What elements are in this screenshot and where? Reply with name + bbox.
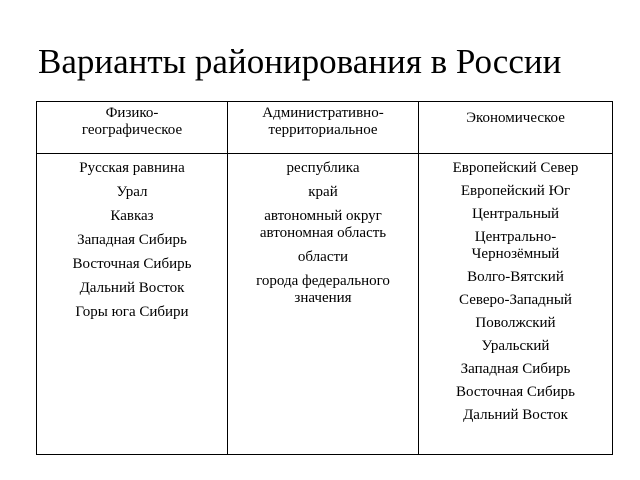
list-item: Чернозёмный [471,246,560,262]
table-header-row [37,102,613,154]
cell-economic-regions [419,154,613,455]
list-item: Дальний Восток [79,280,185,296]
header-administrative-territorial [228,102,419,154]
header-line: Экономическое [466,110,565,126]
list-item: Европейский Юг [460,183,571,199]
list-item: Восточная Сибирь [72,256,192,272]
list-item: автономная область [259,225,387,241]
header-line: Административно- [262,105,384,121]
table-body-row [37,154,613,455]
list-item: Уральский [481,338,550,354]
header-physical-geographic [37,102,228,154]
list-item: край [308,184,338,200]
slide-title: Варианты районирования в России [38,42,562,81]
list-item: значения [294,290,352,306]
list-item: Урал [116,184,148,200]
list-item: Центрально- [474,229,557,245]
list-item: Северо-Западный [459,292,572,308]
list-item: Волго-Вятский [467,269,564,285]
header-line: территориальное [268,122,378,138]
list-item: Дальний Восток [463,407,568,423]
header-economic [419,102,613,154]
list-item: автономный округ [264,208,382,224]
list-item: Поволжский [475,315,556,331]
list-item: Центральный [471,206,559,222]
list-item: города федерального [256,273,390,289]
list-item: области [297,249,349,265]
list-item: Европейский Север [452,160,579,176]
regionalization-table [36,101,613,455]
list-item: Западная Сибирь [460,361,571,377]
list-item: Кавказ [110,208,154,224]
header-line: Физико- [105,105,159,121]
list-item: Восточная Сибирь [456,384,575,400]
list-item: Русская равнина [79,160,185,176]
cell-physical-regions [37,154,228,455]
list-item: Западная Сибирь [77,232,187,248]
cell-administrative-units [228,154,419,455]
list-item: республика [286,160,360,176]
header-line: географическое [81,122,183,138]
list-item: Горы юга Сибири [75,304,189,320]
